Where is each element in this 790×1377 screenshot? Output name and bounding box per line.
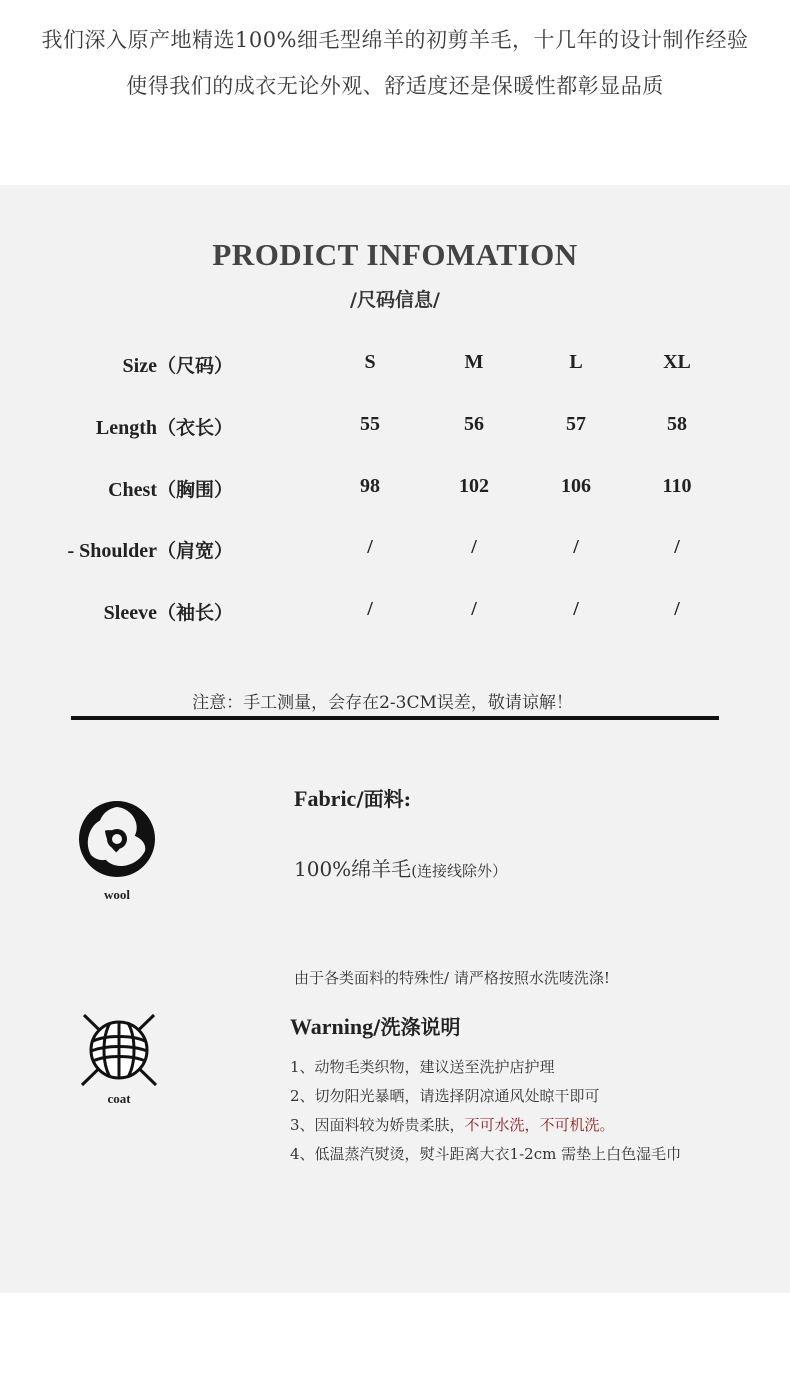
row-label-chest-en: Chest [108, 479, 157, 501]
wool-badge [72, 795, 162, 903]
intro-line-1: 我们深入原产地精选100%细毛型绵羊的初剪羊毛，十几年的设计制作经验 [41, 28, 749, 52]
row-label-length-en: Length [95, 417, 157, 439]
size-header-l: L [569, 351, 583, 373]
measurement-note: 注意：手工测量，会存在2-3CM误差，敬请谅解！ [192, 693, 573, 713]
wool-icon-caption: wool [104, 887, 130, 902]
table-cell: / [674, 536, 680, 558]
row-label-chest [108, 475, 233, 502]
table-cell: 55 [360, 413, 380, 435]
section-divider [71, 716, 719, 720]
fabric-content [294, 853, 507, 882]
coat-icon-caption: coat [107, 1091, 131, 1106]
table-cell: / [367, 536, 373, 558]
size-header-s: S [364, 351, 376, 373]
table-cell: / [573, 598, 579, 620]
warning-title-cn: /洗涤说明 [373, 1015, 461, 1039]
row-label-shoulder-en: - Shoulder [67, 540, 157, 562]
table-row-shoulder [0, 536, 790, 566]
row-label-sleeve-cn: （袖长） [156, 602, 233, 624]
fabric-title-cn: /面料: [356, 787, 412, 811]
table-row-length [0, 413, 790, 443]
table-row-sleeve [0, 598, 790, 628]
table-cell: 56 [464, 413, 484, 435]
table-cell: 98 [360, 475, 380, 497]
table-cell: 110 [662, 475, 692, 497]
fabric-title [294, 783, 411, 812]
row-label-shoulder [68, 536, 233, 563]
care-item-1 [290, 1056, 555, 1077]
table-cell: / [674, 598, 680, 620]
row-label-shoulder-cn: （肩宽） [156, 540, 233, 562]
care-item-text: 2、切勿阳光暴晒，请选择阴凉通风处晾干即可 [290, 1087, 600, 1105]
care-item-3 [290, 1114, 615, 1135]
fabric-title-en: Fabric [294, 786, 357, 811]
table-cell: 57 [566, 413, 586, 435]
care-item-warning-highlight: 不可水洗，不可机洗。 [464, 1116, 615, 1134]
size-header-label [123, 351, 233, 378]
section-heading: PRODICT INFOMATION [212, 237, 578, 272]
section-subheading: /尺码信息/ [350, 289, 440, 311]
warning-title [290, 1011, 460, 1040]
table-cell: 58 [667, 413, 687, 435]
care-item-text: 3、因面料较为娇贵柔肤， [290, 1116, 465, 1134]
row-label-length [96, 413, 233, 440]
table-cell: / [471, 598, 477, 620]
intro-line-2: 使得我们的成衣无论外观、舒适度还是保暖性都彰显品质 [126, 74, 664, 98]
row-label-sleeve-en: Sleeve [103, 602, 157, 624]
table-cell: 102 [459, 475, 489, 497]
intro-section [0, 0, 790, 185]
care-item-4 [290, 1143, 681, 1164]
care-item-text: 4、低温蒸汽熨烫，熨斗距离大衣1-2cm 需垫上白色湿毛巾 [290, 1145, 682, 1163]
table-cell: / [573, 536, 579, 558]
fabric-content-main: 100%绵羊毛 [294, 857, 412, 881]
table-row-chest [0, 475, 790, 505]
row-label-sleeve [104, 598, 233, 625]
row-label-chest-cn: （胸围） [156, 479, 233, 501]
size-header-row [0, 351, 790, 381]
product-info-panel [0, 185, 790, 1293]
table-cell: / [471, 536, 477, 558]
row-label-length-cn: （衣长） [156, 417, 233, 439]
size-header-m: M [464, 351, 484, 373]
wool-icon [73, 795, 161, 883]
table-cell: / [367, 598, 373, 620]
yarn-ball-needles-icon [76, 1011, 162, 1087]
fabric-content-note: (连接线除外） [411, 862, 508, 880]
size-header-label-en: Size [122, 355, 157, 377]
table-cell: 106 [561, 475, 591, 497]
care-intro: 由于各类面料的特殊性/ 请严格按照水洗唛洗涤! [294, 969, 610, 987]
care-item-2 [290, 1085, 600, 1106]
coat-badge [74, 1011, 164, 1107]
size-header-label-cn: （尺码） [156, 355, 233, 377]
warning-title-en: Warning [290, 1014, 374, 1039]
care-item-text: 1、动物毛类织物，建议送至洗护店护理 [290, 1058, 555, 1076]
size-header-xl: XL [663, 351, 691, 373]
